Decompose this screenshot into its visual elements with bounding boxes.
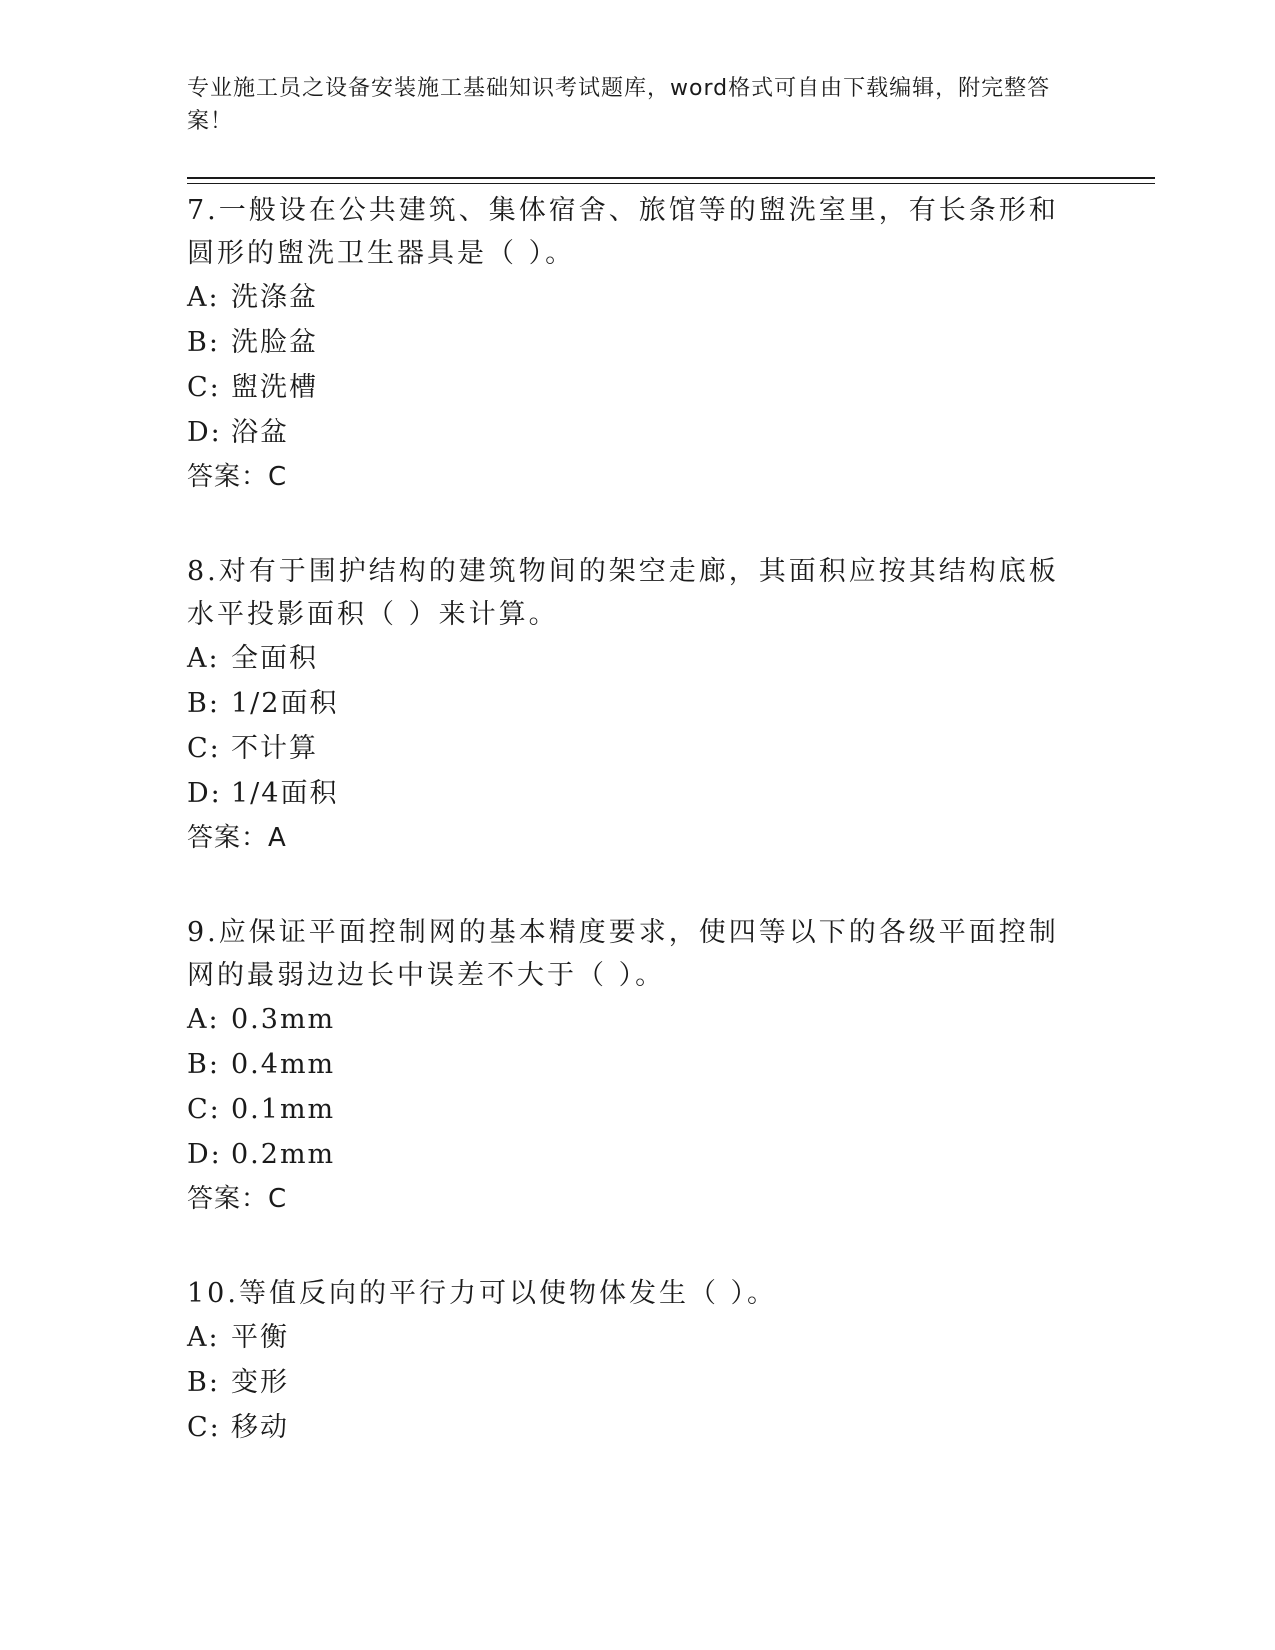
option-key: C: — [187, 1094, 221, 1125]
option-d — [187, 410, 1067, 455]
option-text: 洗脸盆 — [231, 327, 318, 358]
header-rule-thick — [187, 177, 1155, 179]
option-key: A: — [187, 282, 220, 313]
option-key: B: — [187, 1367, 220, 1398]
option-key: A: — [187, 1004, 220, 1035]
option-c — [187, 1405, 1067, 1450]
option-key: C: — [187, 1412, 221, 1443]
option-a — [187, 636, 1067, 681]
option-a — [187, 997, 1067, 1042]
option-d — [187, 1132, 1067, 1177]
option-key: A: — [187, 1322, 220, 1353]
question-7 — [187, 189, 1067, 500]
question-9 — [187, 911, 1067, 1222]
option-text: 盥洗槽 — [231, 372, 318, 403]
option-key: D: — [187, 1139, 222, 1170]
option-key: C: — [187, 372, 221, 403]
option-text: 洗涤盆 — [231, 282, 318, 313]
option-text: 不计算 — [231, 733, 318, 764]
option-c — [187, 1087, 1067, 1132]
option-a — [187, 1315, 1067, 1360]
question-10 — [187, 1272, 1067, 1450]
question-stem: 10.等值反向的平行力可以使物体发生（ ）。 — [187, 1278, 778, 1309]
option-text: 0.3mm — [231, 1004, 336, 1035]
option-key: D: — [187, 778, 222, 809]
option-key: D: — [187, 417, 222, 448]
option-d — [187, 771, 1067, 816]
answer-line: 答案：A — [187, 823, 287, 853]
option-text: 0.1mm — [231, 1094, 336, 1125]
header-rule-thin — [187, 183, 1155, 184]
option-text: 1/2面积 — [231, 688, 339, 719]
option-key: A: — [187, 643, 220, 674]
option-a — [187, 275, 1067, 320]
option-key: B: — [187, 327, 220, 358]
option-b — [187, 1042, 1067, 1087]
question-stem: 7.一般设在公共建筑、集体宿舍、旅馆等的盥洗室里，有长条形和圆形的盥洗卫生器具是（ ）。 — [187, 195, 1059, 269]
option-key: C: — [187, 733, 221, 764]
option-text: 浴盆 — [231, 417, 289, 448]
option-text: 移动 — [231, 1412, 289, 1443]
answer-line: 答案：C — [187, 1184, 288, 1214]
option-b — [187, 681, 1067, 726]
option-text: 0.4mm — [231, 1049, 336, 1080]
option-c — [187, 726, 1067, 771]
option-key: B: — [187, 688, 220, 719]
answer-line: 答案：C — [187, 462, 288, 492]
option-key: B: — [187, 1049, 220, 1080]
question-list — [187, 189, 1067, 1500]
question-8 — [187, 550, 1067, 861]
option-c — [187, 365, 1067, 410]
option-text: 1/4面积 — [231, 778, 339, 809]
option-b — [187, 1360, 1067, 1405]
option-b — [187, 320, 1067, 365]
option-text: 变形 — [231, 1367, 289, 1398]
option-text: 平衡 — [231, 1322, 289, 1353]
question-stem: 8.对有于围护结构的建筑物间的架空走廊，其面积应按其结构底板水平投影面积（ ）来计算。 — [187, 556, 1059, 630]
option-text: 全面积 — [231, 643, 318, 674]
document-header: 专业施工员之设备安装施工基础知识考试题库，word格式可自由下载编辑，附完整答案！ — [187, 76, 1051, 134]
question-stem: 9.应保证平面控制网的基本精度要求，使四等以下的各级平面控制网的最弱边边长中误差不大于（ ）。 — [187, 917, 1059, 991]
option-text: 0.2mm — [231, 1139, 336, 1170]
